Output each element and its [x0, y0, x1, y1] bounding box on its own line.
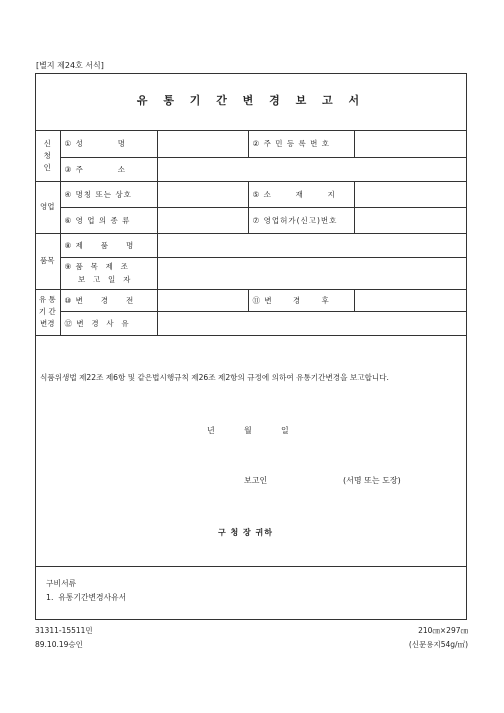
- field-product-name-label: ⑧ 제 품 명: [60, 233, 157, 257]
- field-business-name-value[interactable]: [157, 181, 248, 207]
- field-location-label: ⑤ 소 재 지: [248, 181, 354, 207]
- field-product-name-value[interactable]: [157, 233, 467, 257]
- info-table: [35, 131, 467, 336]
- recipient: 구 청 장 귀하: [218, 528, 273, 537]
- form-title: 유 통 기 간 변 경 보 고 서: [136, 93, 366, 107]
- reporter-label: 보고인: [244, 476, 268, 485]
- form-number-label: [별지 제24호 서식]: [36, 61, 104, 70]
- footer-paper-size: 210㎝×297㎝: [418, 626, 468, 635]
- footer-approval: 89.10.19승인: [35, 640, 83, 649]
- date-line: 년 월 일: [207, 426, 291, 435]
- field-report-date-label: ⑨ 품 목 제 조 보 고 일 자: [60, 257, 157, 289]
- group-applicant: 신 청 인: [35, 131, 60, 181]
- field-business-name-label: ④ 명칭 또는 상호: [60, 181, 157, 207]
- field-address-value[interactable]: [157, 157, 467, 181]
- field-license-number-label: ⑦ 영업허가(신고)번호: [248, 207, 354, 233]
- field-name-label: ① 성 명: [60, 131, 157, 157]
- signature-note: (서명 또는 도장): [343, 476, 401, 485]
- field-location-value[interactable]: [354, 181, 467, 207]
- footer-code: 31311-15511민: [35, 626, 93, 635]
- field-resident-number-label: ② 주 민 등 록 번 호: [248, 131, 354, 157]
- group-business: 영업: [35, 181, 60, 233]
- footer-paper-type: (신문용지54g/㎡): [408, 640, 468, 649]
- title-row: [35, 73, 467, 131]
- field-before-value[interactable]: [157, 289, 248, 311]
- group-product: 품목: [35, 233, 60, 289]
- declaration-text: 식품위생법 제22조 제6항 및 같은법시행규칙 제26조 제2항의 규정에 의하여 유통기간변경을 보고합니다.: [40, 373, 389, 382]
- field-business-type-value[interactable]: [157, 207, 248, 233]
- field-report-date-value[interactable]: [157, 257, 467, 289]
- required-document-item: 1. 유통기간변경사유서: [46, 593, 127, 602]
- divider: [35, 566, 467, 567]
- field-resident-number-value[interactable]: [354, 131, 467, 157]
- field-business-type-label: ⑥ 영 업 의 종 류: [60, 207, 157, 233]
- field-address-label: ③ 주 소: [60, 157, 157, 181]
- field-before-label: ⑩ 변 경 전: [60, 289, 157, 311]
- field-reason-value[interactable]: [157, 311, 467, 335]
- field-reason-label: ⑫ 변 경 사 유: [60, 311, 157, 335]
- required-documents-title: 구비서류: [46, 579, 77, 588]
- field-after-value[interactable]: [354, 289, 467, 311]
- field-license-number-value[interactable]: [354, 207, 467, 233]
- field-after-label: ⑪ 변 경 후: [248, 289, 354, 311]
- group-period-change: 유 통 기 간 변경: [35, 289, 60, 335]
- field-name-value[interactable]: [157, 131, 248, 157]
